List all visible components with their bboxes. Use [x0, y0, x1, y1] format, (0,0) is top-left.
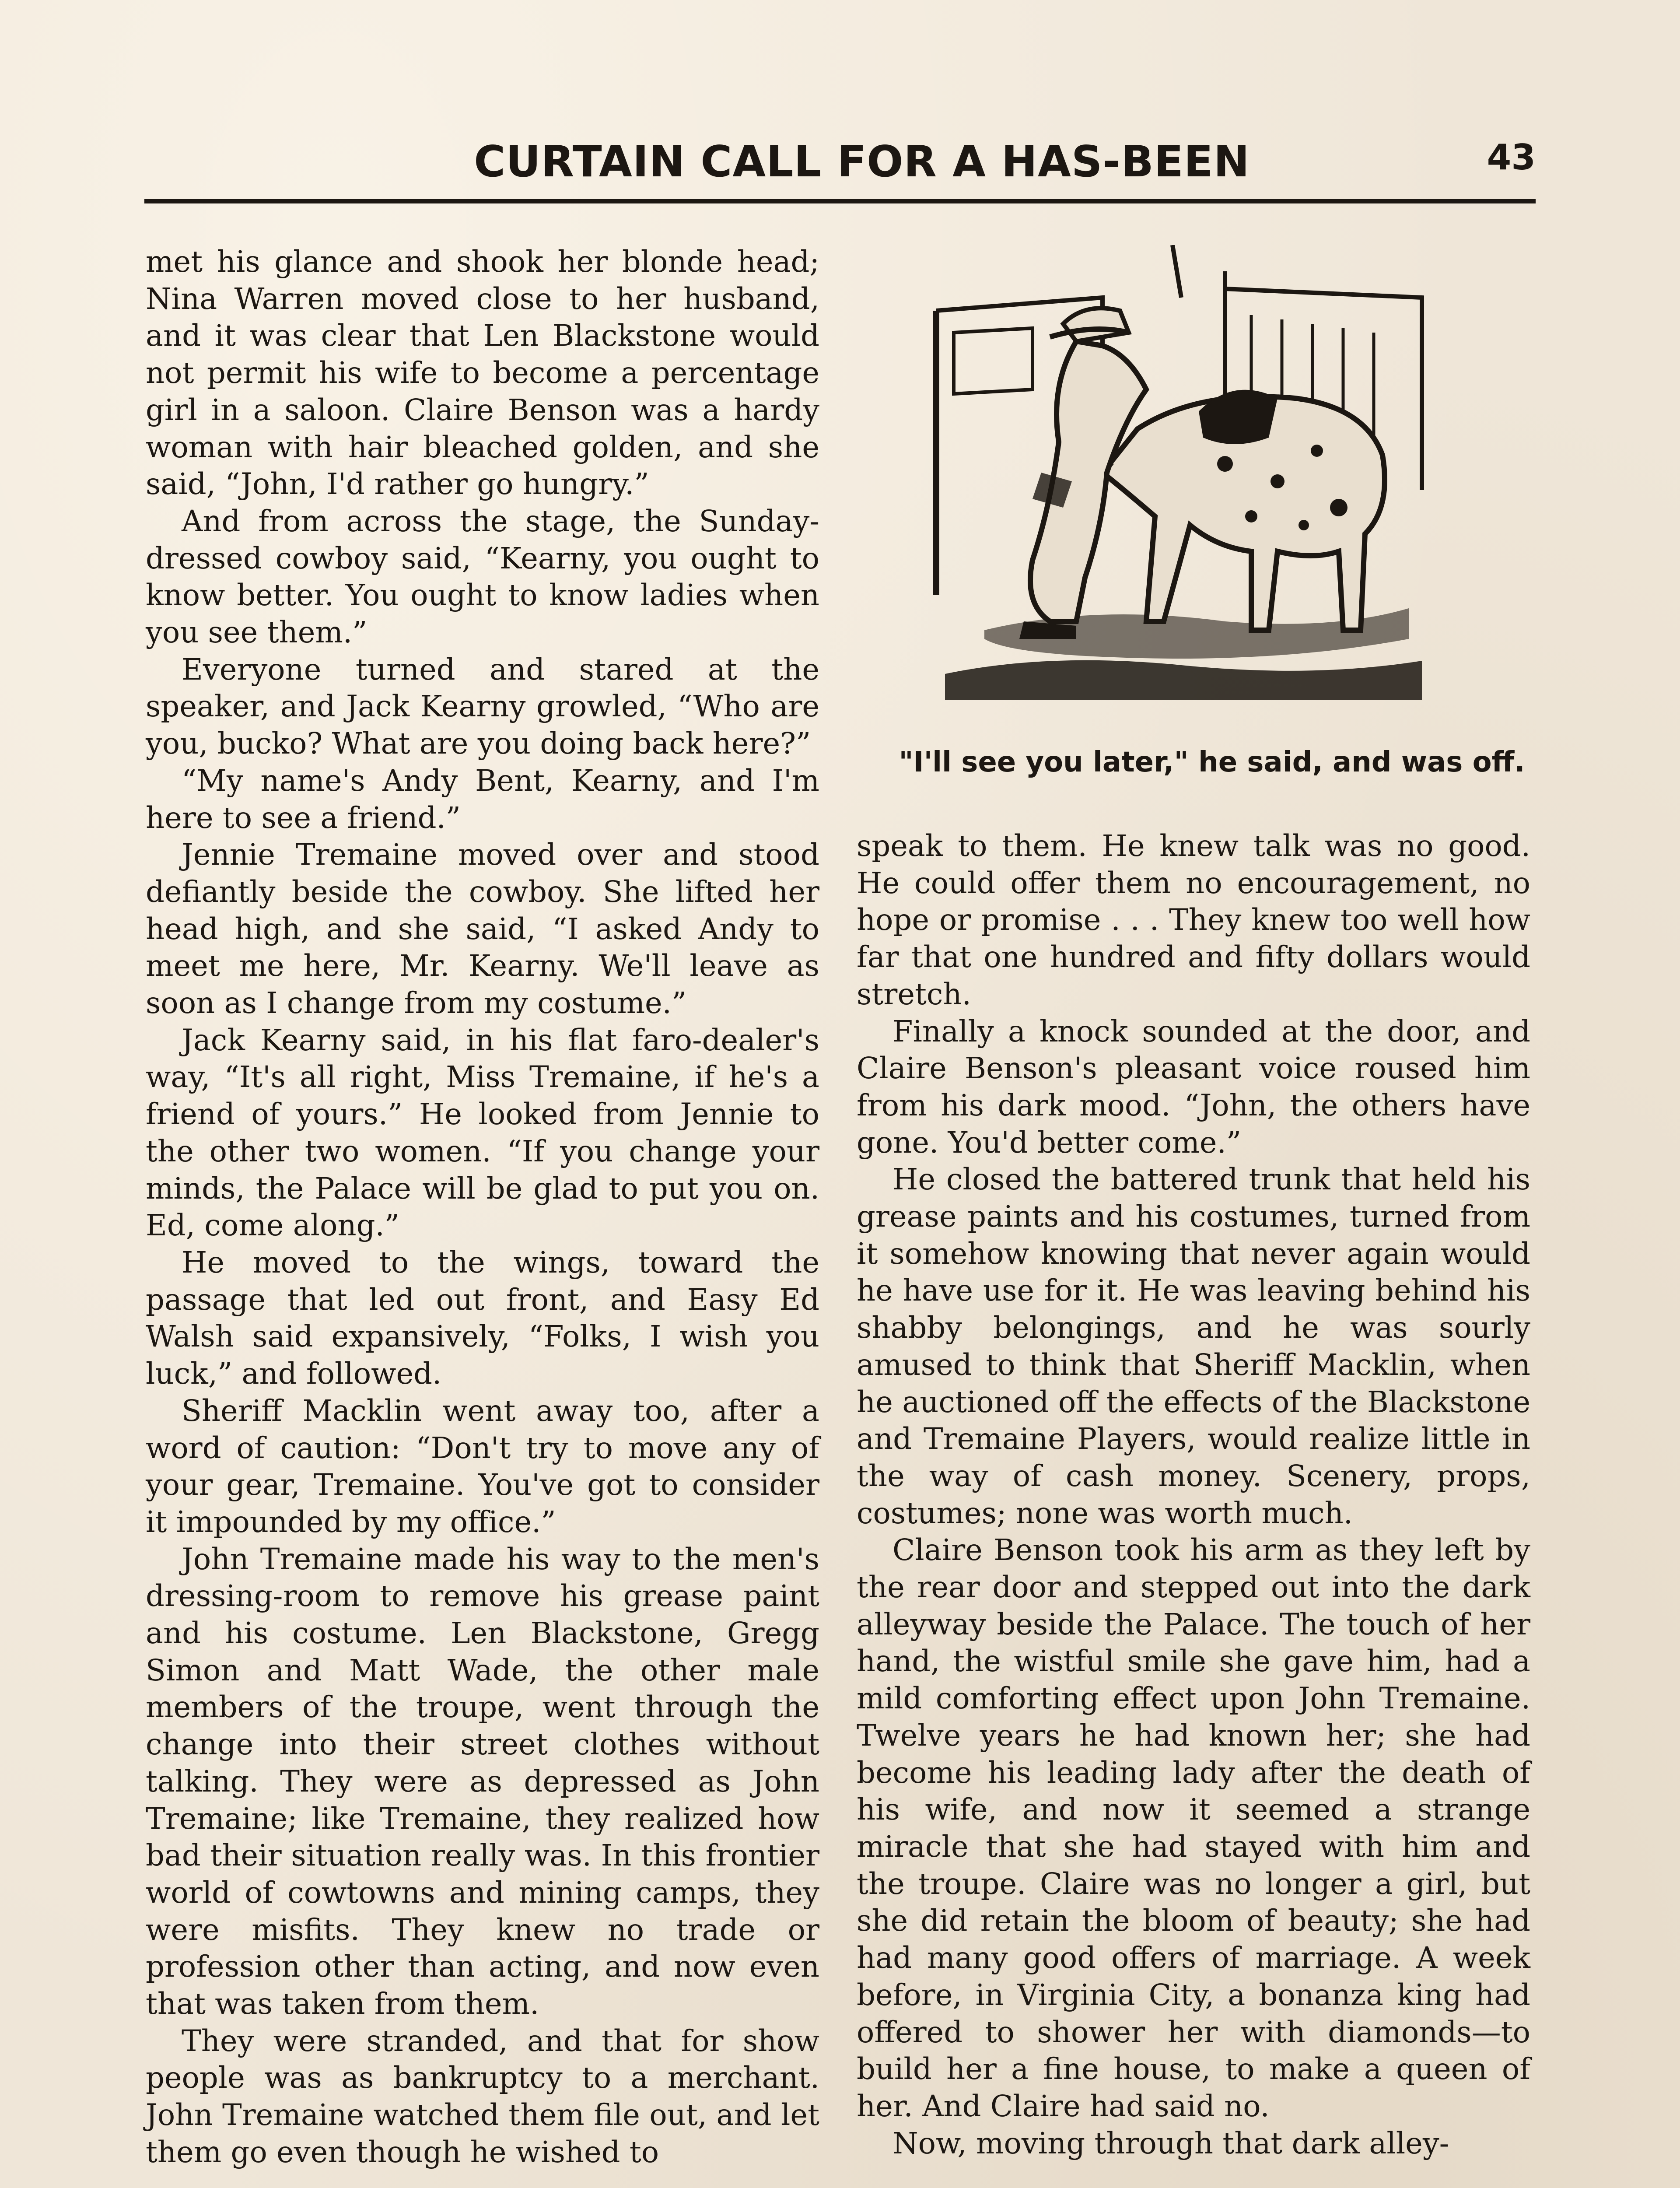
right-column — [857, 828, 1530, 2162]
paragraph: John Tremaine made his way to the men's dressing-room to remove his grease paint and his costume. Len Blackstone, Gregg Simon and Matt Wade, the other male members of the troupe, went through the change into their street clothes without talking. They were as depressed as John Tremaine; like Tremaine, they realized how bad their situation really was. In this frontier world of cowtowns and mining camps, they were misfits. They knew no trade or profession other than acting, and now even that was taken from them. — [146, 1542, 819, 2021]
paragraph: Now, moving through that dark alley- — [892, 2126, 1449, 2160]
paragraph: Sheriff Macklin went away too, after a word of caution: “Don't try to move any of your gear, Tremaine. You've got to consider it impounded by my office.” — [146, 1393, 819, 1539]
paragraph: Everyone turned and stared at the speaker, and Jack Kearny growled, “Who are you, bucko? What are you doing back here?” — [146, 652, 819, 761]
page-number: 43 — [1487, 137, 1536, 178]
paragraph: “My name's Andy Bent, Kearny, and I'm here to see a friend.” — [146, 763, 819, 835]
paragraph: Claire Benson took his arm as they left by the rear door and stepped out into the dark alleyway beside the Palace. The touch of her hand, the wistful smile she gave him, had a mild comforting effect upon John Tremaine. Twelve years he had known her; she had become his leading lady after the death of his wife, and now it seemed a strange miracle that she had stayed with him and the troupe. Claire was no longer a girl, but she did retain the bloom of beauty; she had had many good offers of marriage. A week before, in Virginia City, a bonanza king had offered to shower her with diamonds—to build her a fine house, to make a queen of her. And Claire had said no. — [857, 1533, 1530, 2123]
left-column — [146, 243, 819, 2171]
illustration-caption: "I'll see you later," he said, and was off. — [899, 746, 1525, 778]
paragraph: And from across the stage, the Sunday-dressed cowboy said, “Kearny, you ought to know better. You ought to know ladies when you see them.” — [146, 504, 819, 650]
paragraph: Jennie Tremaine moved over and stood defiantly beside the cowboy. She lifted her head high, and she said, “I asked Andy to meet me here, Mr. Kearny. We'll leave as soon as I change from my costume.” — [146, 838, 819, 1020]
paragraph: He closed the battered trunk that held his grease paints and his costumes, turned from it somehow knowing that never again would he have use for it. He was leaving behind his shabby belongings, and he was sourly amused to think that Sheriff Macklin, when he auctioned off the effects of the Blackstone and Tremaine Players, would realize little in the way of cash money. Scenery, props, costumes; none was worth much. — [857, 1162, 1530, 1530]
paragraph: Finally a knock sounded at the door, and Claire Benson's pleasant voice roused him from his dark mood. “John, the others have gone. You'd better come.” — [857, 1014, 1530, 1160]
paragraph: They were stranded, and that for show people was as bankruptcy to a merchant. John Tremaine watched them file out, and let them go even though he wished to — [146, 2023, 819, 2169]
paragraph: Jack Kearny said, in his flat faro-dealer's way, “It's all right, Miss Tremaine, if he's a friend of yours.” He looked from Jennie to the other two women. “If you change your minds, the Palace will be glad to put you on. Ed, come along.” — [146, 1023, 819, 1243]
header-rule — [144, 199, 1536, 203]
page-header — [144, 131, 1536, 193]
cowboy-horse-illustration — [919, 245, 1444, 713]
page-title: CURTAIN CALL FOR A HAS-BEEN — [474, 137, 1250, 187]
paragraph: He moved to the wings, toward the passage that led out front, and Easy Ed Walsh said expansively, “Folks, I wish you luck,” and followed. — [146, 1245, 819, 1391]
paragraph: speak to them. He knew talk was no good. He could offer them no encouragement, no hope or promise . . . They knew too well how far that one hundred and fifty dollars would stretch. — [857, 829, 1530, 1011]
paragraph: met his glance and shook her blonde head; Nina Warren moved close to her husband, and it was clear that Len Blackstone would not permit his wife to become a percentage girl in a saloon. Claire Benson was a hardy woman with hair bleached golden, and she said, “John, I'd rather go hungry.” — [146, 245, 819, 501]
